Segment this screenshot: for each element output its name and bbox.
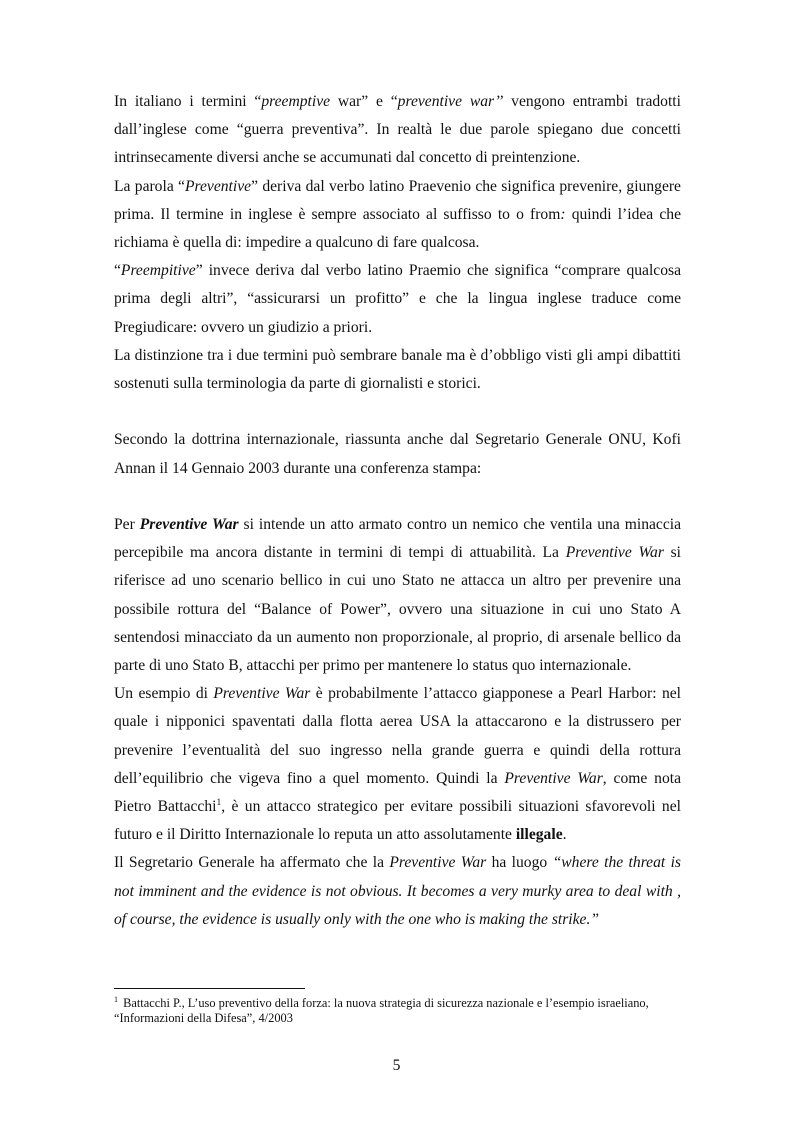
footnote-reference[interactable]: 1 (216, 797, 222, 808)
paragraph-preemptive-etymology: “Preempitive” invece deriva dal verbo latino Praemio che significa “comprare qualcosa prima degli altri”, “assicurarsi un profitto” e che la lingua inglese traduce come Pregiudicare: ovvero un giudizio a priori. (114, 262, 681, 336)
body-text (114, 88, 681, 934)
paragraph-preventive-war-definition: Per Preventive War si intende un atto armato contro un nemico che ventila una minaccia percepibile ma ancora distante in termini di tempi di attuabilità. La Preventive War si riferisce ad uno scenario bellico in cui uno Stato ne attacca un altro per prevenire una possibile rottura del “Balance of Power”, ovvero una situazione in cui uno Stato A sentendosi minacciato da un aumento non proporzionale, al proprio, di arsenale bellico da parte di uno Stato B, attacchi per primo per mantenere lo status quo internazionale. (114, 516, 682, 675)
footnote-number: 1 (114, 994, 118, 1004)
paragraph-preventive-etymology: La parola “Preventive” deriva dal verbo latino Praevenio che significa prevenire, giungere prima. Il termine in inglese è sempre associato al suffisso to o from: quindi l’idea che richiama è quella di: impedire a qualcuno di fare qualcosa. (114, 177, 681, 252)
paragraph-terms-translation: In italiano i termini “preemptive war” e “preventive war’’ vengono entrambi tradotti dall’inglese come “guerra preventiva”. In realtà le due parole spiegano due concetti intrinsecamente diversi anche se accumunati dal concetto di preintenzione. (114, 93, 681, 167)
footnote (114, 996, 681, 1026)
footnote-separator (114, 988, 305, 989)
page-number: 5 (392, 1057, 401, 1074)
paragraph-distinction: La distinzione tra i due termini può sembrare banale ma è d’obbligo visti gli ampi dibattiti sostenuti sulla terminologia da parte di giornalisti e storici. (114, 346, 681, 393)
footnote-text: Battacchi P., L’uso preventivo della forza: la nuova strategia di sicurezza nazionale e l’esempio israeliano, “Informazioni della Difesa”, 4/2003 (114, 996, 649, 1026)
quote-text: “where the threat is not imminent and the evidence is not obvious. It becomes a very murky area to deal with , of course, the evidence is usually only with the one who is making the strike.” (114, 854, 681, 928)
paragraph-international-doctrine: Secondo la dottrina internazionale, riassunta anche dal Segretario Generale ONU, Kofi Annan il 14 Gennaio 2003 durante una conferenza stampa: (114, 431, 681, 477)
paragraph-pearl-harbor-example: Un esempio di Preventive War è probabilmente l’attacco giapponese a Pearl Harbor: nel quale i nipponici spaventati dalla flotta aerea USA la attaccarono e la distrussero per prevenire l’eventualità del suo ingresso nella grande guerra e quindi della rottura dell’equilibrio che vigeva fino a quel momento. Quindi la Preventive War, come nota Pietro Battacchi$^1$, è un attacco strategico per evitare possibili situazioni sfavorevoli nel futuro e il Diritto Internazionale lo reputa un atto assolutamente illegale. (114, 685, 682, 844)
paragraph-secretary-quote: Il Segretario Generale ha affermato che la Preventive War ha luogo “where the threat is not imminent and the evidence is not obvious. It becomes a very murky area to deal with , of course, the evidence is usually only with the one who is making the strike.” (114, 854, 681, 928)
